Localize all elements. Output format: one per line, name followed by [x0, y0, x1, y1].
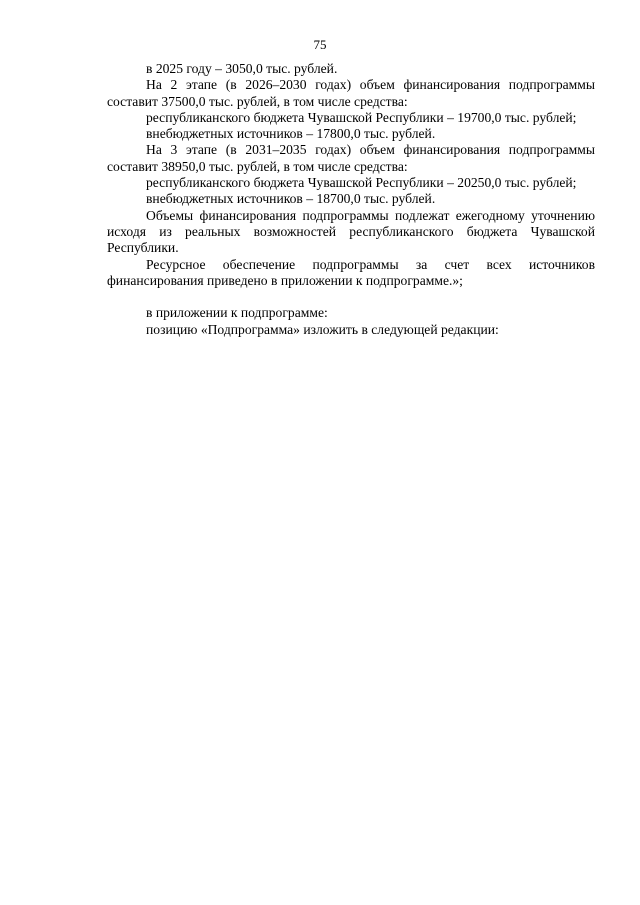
paragraph-appendix-intro: в приложении к подпрограмме:: [146, 305, 328, 321]
page-number: 75: [313, 37, 327, 52]
paragraph-stage-3-republic-budget: республиканского бюджета Чувашской Республики – 20250,0 тыс. рублей;: [146, 175, 577, 191]
paragraph-stage-2-total: На 2 этапе (в 2026–2030 годах) объем финансирования подпрограммы составит 37500,0 тыс. рублей, в том числе средства:: [107, 77, 595, 109]
paragraph-2025-total: в 2025 году – 3050,0 тыс. рублей.: [146, 61, 338, 76]
paragraph-position-edit: позицию «Подпрограмма» изложить в следующей редакции:: [146, 321, 499, 337]
paragraph-resource-provision: Ресурсное обеспечение подпрограммы за счет всех источников финансирования приведено в приложении к подпрограмме.»;: [107, 256, 595, 288]
paragraph-stage-2-extrabudgetary: внебюджетных источников – 17800,0 тыс. рублей.: [146, 126, 436, 142]
paragraph-stage-3-extrabudgetary: внебюджетных источников – 18700,0 тыс. рублей.: [146, 191, 436, 207]
document-body: [107, 61, 595, 338]
paragraph-funding-clarification: Объемы финансирования подпрограммы подлежат ежегодному уточнению исходя из реальных возможностей республиканского бюджета Чувашской Республики.: [107, 207, 595, 256]
paragraph-stage-3-total: На 3 этапе (в 2031–2035 годах) объем финансирования подпрограммы составит 38950,0 тыс. рублей, в том числе средства:: [107, 142, 595, 174]
paragraph-stage-2-republic-budget: республиканского бюджета Чувашской Республики – 19700,0 тыс. рублей;: [146, 109, 577, 125]
